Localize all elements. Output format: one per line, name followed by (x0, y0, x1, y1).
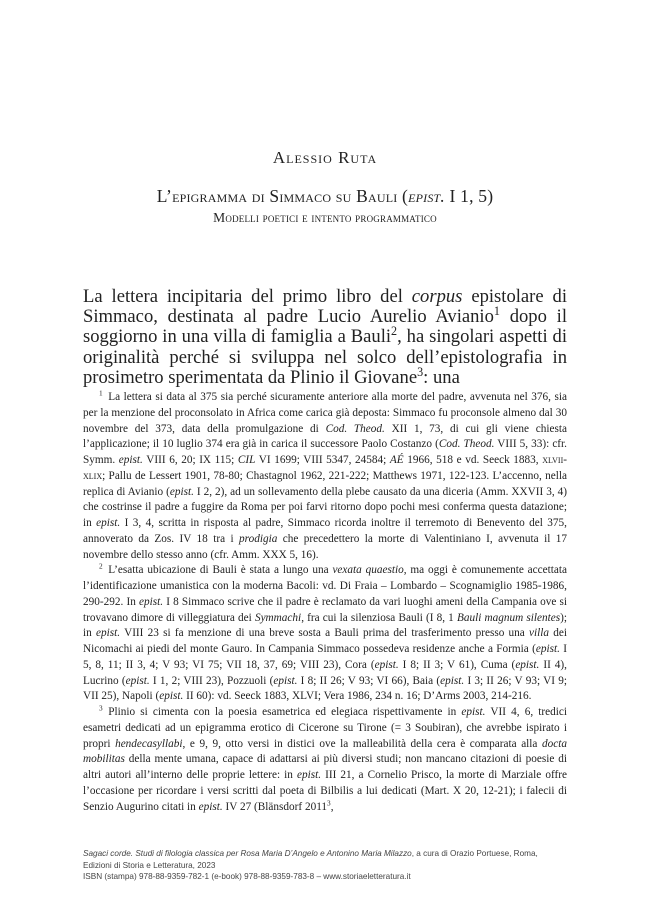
text-run: , (330, 800, 334, 813)
small-caps-text: xlvii-xlix (83, 454, 567, 482)
text-run: della mente umana, capace di adattarsi ai più diversi studi; non mancano citazioni di poesie di altri autori all’interno delle proprie lettere: in (83, 753, 567, 781)
italic-text: corpus (411, 286, 463, 307)
italic-text: prodigia (239, 532, 278, 545)
title-epist: epist. (408, 186, 445, 206)
text-run: ); in (83, 611, 568, 640)
footnote-1 (83, 390, 567, 563)
italic-text: epist. (138, 595, 164, 608)
text-run: ; Pallu de Lessert 1901, 78-80; Chastagnol 1962, 221-222; Matthews 1971, 122-123. L’accenno, nella replica di Avianio ( (83, 469, 567, 498)
italic-text: CIL (237, 454, 256, 466)
title-ref: I 1, 5) (444, 186, 494, 206)
footnotes (83, 390, 567, 815)
text-run: , ma oggi è comunemente accettata l’identificazione umanistica con la moderna Bacoli: vd. Di Fraia – Lombardo – Scognamiglio 1985-1986, 290-292. In (83, 564, 567, 608)
italic-text: epist. (159, 690, 184, 703)
italic-text: epist. (169, 485, 194, 498)
text-run: VIII 6, 20; IX 115; (142, 454, 238, 466)
footnote-number: 3 (99, 703, 103, 713)
footnote-number: 2 (99, 561, 103, 571)
colophon-publisher: Edizioni di Storia e Letteratura, 2023 (83, 860, 216, 870)
text-run: VIII 5, 33): cfr. Symm. (83, 438, 567, 466)
text-run: I 1, 2; VIII 23), Pozzuoli ( (149, 674, 274, 687)
text-run: , e 9, 9, otto versi in distici ove la malleabilità della cera è comparata alla (182, 737, 542, 750)
italic-text: Cod. Theod. (325, 422, 385, 435)
text-run: che precedettero la morte di Valentiniano I, avvenuta il 17 novembre dello stesso anno (cfr. Amm. XXX 5, 16). (83, 532, 567, 561)
text-run: I 2, 2), ad un sollevamento della plebe causato da una diceria (Amm. XXVII 3, 4) che costrinse il padre a fuggire da Roma per poi farvi ritorno dopo pochi mesi conferma questa datazione; in (83, 485, 567, 529)
italic-text: Cod. Theod. (438, 438, 495, 451)
text-run: dei Nicomachi ai piedi del monte Gauro. In Campania Simmaco possedeva residenze anche a Formia ( (83, 627, 567, 655)
italic-text: epist. (198, 800, 223, 813)
italic-text: epist. (515, 658, 540, 671)
footnote-2 (83, 563, 567, 705)
text-run: , fra cui la silenziosa Bauli (I 8, 1 (301, 611, 457, 624)
italic-text: docta mobilitas (83, 737, 567, 766)
footnote-ref: 2 (391, 324, 398, 339)
italic-text: vexata quaestio (332, 564, 404, 577)
text-run: II 60): vd. Seeck 1883, XLVI; Vera 1986, 234 n. 16; D’Arms 2003, 214-216. (183, 690, 532, 703)
text-run: , a cura di Orazio Portuese, Roma, (411, 849, 538, 858)
footnote-ref: 1 (493, 304, 500, 319)
italic-text: villa (529, 627, 550, 640)
text-run: Plinio si cimenta con la poesia esametrica ed elegiaca rispettivamente in (108, 706, 462, 718)
text-run: I 3; II 26; V 93; VI 9; VII 25), Napoli ( (83, 674, 567, 703)
footnote-ref: 3 (417, 364, 424, 379)
text-run: XII 1, 73, di cui gli viene chiesta l’applicazione; il 10 luglio 374 era già in carica il successore Paolo Costanzo ( (83, 422, 567, 451)
italic-text: epist. (461, 706, 486, 718)
text-run: VIII 23 si fa menzione di una breve sosta a Bauli prima del trasferimento presso una (120, 627, 530, 640)
italic-text: epist. (296, 769, 322, 781)
text-run: II 4), Lucrino ( (83, 658, 567, 687)
footnote-3 (83, 705, 567, 815)
author-name: Alessio Ruta (272, 148, 378, 167)
text-run: I 8; II 3; V 61), Cuma ( (398, 658, 516, 671)
italic-text: epist. (95, 627, 121, 640)
footnote-ref: 3 (327, 797, 331, 807)
text-run: I 8 Simmaco scrive che il padre è reclamato da vari luoghi ameni della Campania ove si trovavano dimore di villeggiatura dei (83, 595, 568, 624)
italic-text: Symmachi (254, 611, 302, 624)
colophon-citation (83, 848, 573, 860)
italic-text: epist. (440, 674, 465, 687)
article-title (0, 186, 650, 207)
italic-text: Sagaci corde. Studi di filologia classica per Rosa Maria D’Angelo e Antonino Maria Milazzo (83, 849, 412, 858)
italic-text: Bauli magnum silentes (456, 611, 561, 624)
italic-text: epist. (535, 643, 560, 655)
text-run: I 8; II 26; V 93; VI 66), Baia ( (297, 674, 441, 687)
text-run: IV 27 (Blänsdorf 2011 (222, 800, 328, 813)
title-main: L’epigramma di Simmaco su Bauli ( (156, 186, 409, 206)
text-run: , ha singolari aspetti di originalità perché si sviluppa nel solco dell’epistolografia in prosimetro sperimentata da Plinio il Giovane (83, 326, 567, 388)
text-run: I 5, 8, 11; II 3, 4; V 93; VI 75; VII 18, 37, 69; VIII 23), Cora ( (83, 643, 568, 671)
text-run: I 3, 4, scritta in risposta al padre, Simmaco ricorda inoltre il terremoto di Benevento del 375, annoverato da Zos. IV 18 tra i (83, 517, 567, 545)
text-run: VI 1699; VIII 5347, 24584; (255, 454, 390, 466)
text-run: La lettera incipitaria del primo libro del (83, 286, 412, 307)
italic-text: AÉ (389, 454, 404, 466)
body-text (83, 287, 567, 388)
italic-text: epist. (374, 658, 399, 671)
italic-text: epist. (118, 454, 143, 466)
footnote-number: 1 (99, 388, 103, 398)
italic-text: epist. (273, 674, 298, 687)
text-run: La lettera si data al 375 sia perché sicuramente anteriore alla morte del padre, avvenuta nel 376, sia per la menzione del proconsolato in Africa come carica già deposta: Simmaco fu proconsole almeno dal 30 novembre del 373, data della promulgazione di (83, 391, 567, 435)
colophon (83, 848, 573, 883)
text-run: L’esatta ubicazione di Bauli è stata a lungo una (108, 564, 333, 577)
text-run: epistolare di Simmaco, destinata al padre Lucio Aurelio Avianio (83, 286, 567, 328)
italic-text: epist. (125, 674, 150, 687)
colophon-isbn: ISBN (stampa) 978-88-9359-782-1 (e-book) 978-88-9359-783-8 – www.storiaeletteratura.it (83, 872, 411, 881)
text-run: : una (423, 366, 460, 388)
text-run: III 21, a Cornelio Prisco, la morte di Marziale offre l’occasione per ricordare i versi scritti dal poeta di Bilbilis a lui dedicati (Mart. X 20, 12-21); i falecii di Senzio Augurino citati in (83, 769, 568, 813)
text-run: 1966, 518 e vd. Seeck 1883, (403, 454, 543, 466)
italic-text: epist. (96, 517, 121, 529)
body-paragraph (83, 287, 567, 388)
article-subtitle: Modelli poetici e intento programmatico (213, 210, 437, 225)
italic-text: hendecasyllabi (115, 737, 183, 750)
text-run: dopo il soggiorno in una villa di famiglia a Bauli (83, 306, 567, 348)
text-run: VII 4, 6, tredici esametri dedicati ad un epigramma erotico di Cicerone su Tirone (= 3 Soubiran), che avrebbe ispirato i propri (83, 706, 567, 750)
